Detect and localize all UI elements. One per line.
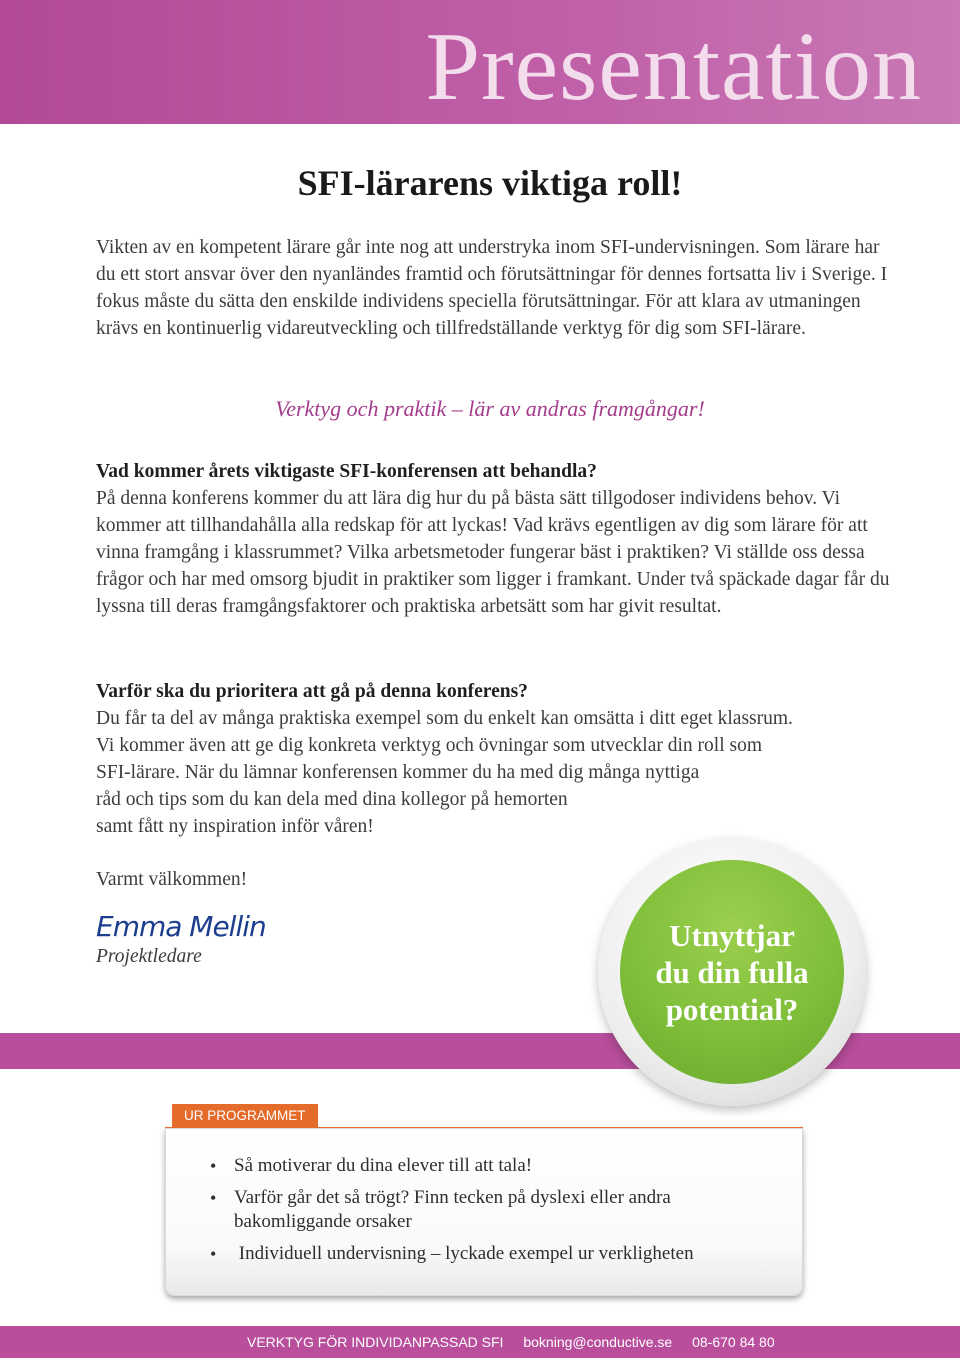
footer-phone: 08-670 84 80: [692, 1334, 775, 1350]
bullet-icon: •: [210, 1244, 217, 1264]
footer-org: VERKTYG FÖR INDIVIDANPASSAD SFI: [247, 1334, 504, 1350]
program-item: [210, 1242, 790, 1266]
section-why-line: Du får ta del av många praktiska exempel som du enkelt kan omsätta i ditt eget klassrum.: [96, 708, 793, 729]
bullet-icon: •: [210, 1156, 217, 1176]
section-why-line: Vi kommer även att ge dig konkreta verktyg och övningar som utvecklar din roll som: [96, 735, 762, 756]
intro-paragraph: Vikten av en kompetent lärare går inte nog att understryka inom SFI-undervisningen. Som lärare har du ett stort ansvar över den nyanländes framtid och förutsättningar för dennes fortsatta liv i Sverige. I fokus måste du sätta den enskilde individens speciella förutsättningar. För att klara av utmaningen krävs en kontinuerlig vidareutveckling och tillfredställande verktyg för dig som SFI-lärare.: [96, 237, 888, 339]
program-list: [210, 1154, 790, 1274]
bubble-text: [632, 917, 832, 1028]
welcome-text: Varmt välkommen!: [96, 869, 248, 890]
signer-role: Projektledare: [96, 946, 202, 967]
footer-email: bokning@conductive.se: [523, 1334, 673, 1350]
section-why: [96, 678, 896, 840]
bubble-line: Utnyttjar: [669, 917, 795, 953]
program-label: UR PROGRAMMET: [172, 1104, 318, 1128]
bubble-line: du din fulla: [655, 954, 809, 990]
page-title: Presentation: [425, 13, 922, 121]
tagline: Verktyg och praktik – lär av andras framgångar!: [275, 396, 705, 421]
program-item: [210, 1186, 790, 1234]
footer: [247, 1334, 791, 1350]
section-why-question: Varför ska du prioritera att gå på denna konferens?: [96, 681, 528, 702]
program-item-text: Individuell undervisning – lyckade exempel ur verkligheten: [234, 1243, 694, 1264]
program-item: [210, 1154, 790, 1178]
program-item-text: Så motiverar du dina elever till att tala!: [234, 1155, 533, 1176]
bullet-icon: •: [210, 1188, 217, 1208]
main-heading: SFI-lärarens viktiga roll!: [297, 163, 683, 203]
signature: Emma Mellin: [96, 910, 266, 943]
section-why-line: samt fått ny inspiration inför våren!: [96, 816, 374, 837]
section-what-text: På denna konferens kommer du att lära dig hur du på bästa sätt tillgodoser individens behov. Vi kommer att tillhandahålla alla redskap för att lyckas! Vad krävs egentligen av dig som lärare för att vinna framgång i klassrummet? Vilka arbetsmetoder fungerar bäst i praktiken? Vi ställde oss dessa frågor och har med omsorg bjudit in praktiker som ligger i framkant. Under två späckade dagar får du lyssna till deras framgångsfaktorer och praktiska arbetsätt som har givit resultat.: [96, 488, 890, 617]
program-item-text: Varför går det så trögt? Finn tecken på dyslexi eller andra bakomliggande orsaker: [234, 1187, 671, 1232]
section-what: [96, 458, 896, 620]
section-why-line: råd och tips som du kan dela med dina kollegor på hemorten: [96, 789, 568, 810]
section-what-question: Vad kommer årets viktigaste SFI-konferensen att behandla?: [96, 461, 597, 482]
bubble-line: potential?: [665, 991, 799, 1027]
potential-bubble: [620, 860, 844, 1084]
section-why-line: SFI-lärare. När du lämnar konferensen kommer du ha med dig många nyttiga: [96, 762, 700, 783]
